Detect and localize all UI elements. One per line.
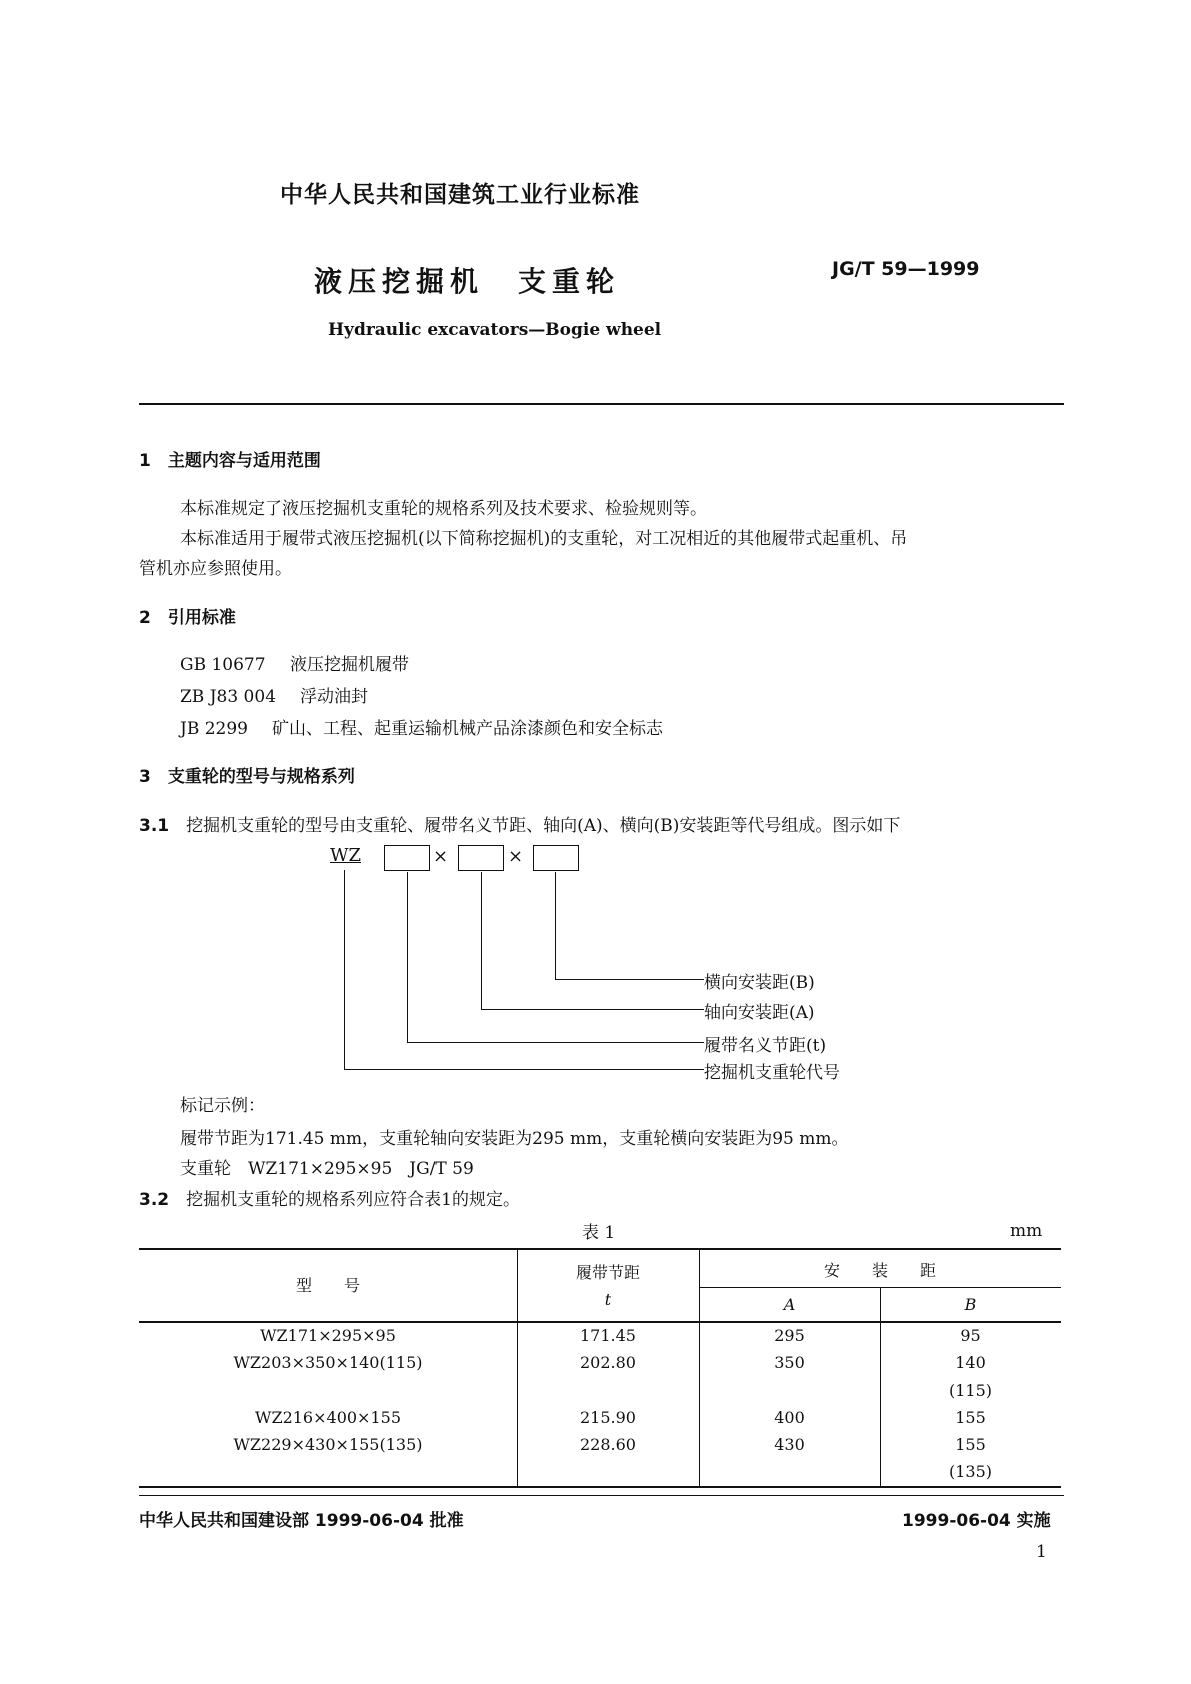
table-cell: 215.90 [580,1408,636,1427]
times-sign: × [433,846,449,867]
reference-item: JB 2299 矿山、工程、起重运输机械产品涂漆颜色和安全标志 [180,719,663,739]
label-code: 挖掘机支重轮代号 [704,1063,840,1083]
table-cell: (135) [948,1462,993,1481]
table-cell: 430 [774,1435,805,1454]
org-standard-heading: 中华人民共和国建筑工业行业标准 [280,182,640,208]
header-a: A [783,1295,796,1314]
table-cell: 171.45 [580,1326,636,1345]
table-cell: 228.60 [580,1435,636,1454]
clause-3-2: 3.2 挖掘机支重轮的规格系列应符合表1的规定。 [139,1190,520,1210]
label-axial: 轴向安装距(A) [704,1003,815,1023]
table-cell: 140 [955,1353,986,1372]
example-label: 标记示例： [180,1096,265,1116]
section-3-heading: 3 支重轮的型号与规格系列 [139,767,355,787]
table-unit: mm [1010,1221,1043,1241]
header-pitch-symbol: t [604,1290,612,1309]
table-cell: 295 [774,1326,805,1345]
page-number: 1 [1036,1542,1047,1562]
table-cell: WZ229×430×155(135) [233,1435,423,1454]
table-cell: 155 [955,1408,986,1427]
label-transverse: 横向安装距(B) [704,973,815,993]
table-cell: 350 [774,1353,805,1372]
header-model: 型 号 [295,1276,360,1295]
document-title: 液压挖掘机 支重轮 [314,265,621,298]
table-cell: WZ171×295×95 [260,1326,396,1345]
table-cell: 400 [774,1408,805,1427]
axial-box [458,845,504,871]
paragraph: 本标准规定了液压挖掘机支重轮的规格系列及技术要求、检验规则等。 [180,499,707,519]
times-sign: × [508,846,524,867]
standard-code: JG/T 59—1999 [832,258,980,280]
transverse-box [533,845,579,871]
table-cell: 155 [955,1435,986,1454]
section-2-heading: 2 引用标准 [139,608,236,628]
reference-item: GB 10677 液压挖掘机履带 [180,655,409,675]
example-marking: 支重轮 WZ171×295×95 JG/T 59 [180,1159,474,1179]
header-pitch: 履带节距 [575,1263,640,1282]
prefix-label: WZ [330,845,362,866]
reference-item: ZB J83 004 浮动油封 [180,687,368,707]
table-cell: WZ203×350×140(115) [233,1353,423,1372]
effective-text: 1999-06-04 实施 [902,1511,1051,1531]
label-pitch: 履带名义节距(t) [704,1036,827,1056]
header-b: B [964,1295,977,1314]
divider [139,403,1064,405]
pitch-box [384,845,430,871]
table-cell: 202.80 [580,1353,636,1372]
paragraph: 管机亦应参照使用。 [139,559,292,579]
clause-3-1: 3.1 挖掘机支重轮的型号由支重轮、履带名义节距、轴向(A)、横向(B)安装距等代号组成。图示如下 [139,816,901,836]
header-install: 安 装 距 [823,1261,936,1280]
paragraph: 本标准适用于履带式液压挖掘机(以下简称挖掘机)的支重轮，对工况相近的其他履带式起重机、吊 [180,529,908,549]
table-cell: 95 [960,1326,981,1345]
table-cell: (115) [948,1381,993,1400]
english-title: Hydraulic excavators—Bogie wheel [328,320,662,340]
section-1-heading: 1 主题内容与适用范围 [139,451,321,471]
table-cell: WZ216×400×155 [255,1408,401,1427]
approval-text: 中华人民共和国建设部 1999-06-04 批准 [139,1511,464,1531]
table-caption: 表 1 [582,1223,616,1243]
example-desc: 履带节距为171.45 mm，支重轮轴向安装距为295 mm，支重轮横向安装距为95 mm。 [180,1129,849,1149]
